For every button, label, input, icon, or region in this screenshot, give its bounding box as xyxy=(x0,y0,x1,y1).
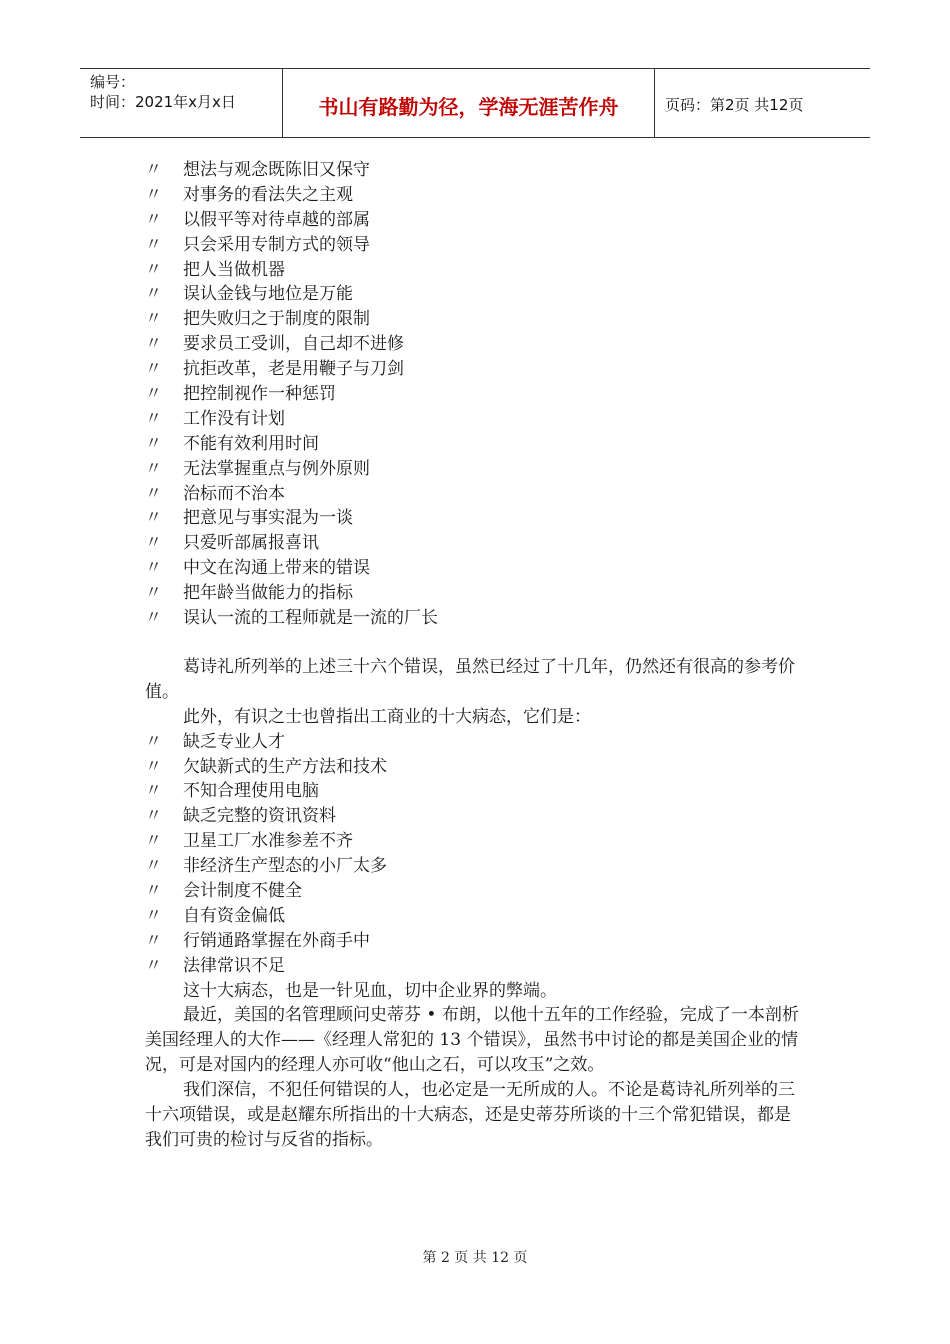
list-item xyxy=(145,730,805,755)
list-item-text: 缺乏完整的资讯资料 xyxy=(183,806,336,827)
list-item xyxy=(145,258,805,283)
list-item xyxy=(145,804,805,829)
page-header xyxy=(80,68,870,138)
list-item-text: 只会采用专制方式的领导 xyxy=(183,234,370,255)
bullet-mark: 〃 xyxy=(145,930,162,951)
list-item xyxy=(145,954,805,979)
paragraph: 最近，美国的名管理顾问史蒂芬 • 布朗，以他十五年的工作经验，完成了一本剖析美国经理人的大作——《经理人常犯的 13 个错误》，虽然书中讨论的都是美国企业的情况，可是对国内的经理人亦可收“他山之石，可以攻玉”之效。 xyxy=(145,1005,799,1076)
bullet-mark: 〃 xyxy=(145,880,162,901)
list-item-text: 卫星工厂水准参差不齐 xyxy=(183,831,353,852)
bullet-mark: 〃 xyxy=(145,533,162,554)
list-item xyxy=(145,879,805,904)
list-item xyxy=(145,457,805,482)
bullet-mark: 〃 xyxy=(145,408,162,429)
list-item-text: 误认一流的工程师就是一流的厂长 xyxy=(183,608,438,629)
list-item xyxy=(145,282,805,307)
list-item-text: 把年龄当做能力的指标 xyxy=(183,583,353,604)
list-item-text: 对事务的看法失之主观 xyxy=(183,184,353,205)
list-item xyxy=(145,407,805,432)
bullet-mark: 〃 xyxy=(145,856,162,877)
list-item xyxy=(145,755,805,780)
list-item-text: 要求员工受训，自己却不进修 xyxy=(183,334,404,355)
paragraph: 此外，有识之士也曾指出工商业的十大病态，它们是： xyxy=(183,706,591,727)
list-item xyxy=(145,581,805,606)
bullet-mark: 〃 xyxy=(145,781,162,802)
list-item-text: 无法掌握重点与例外原则 xyxy=(183,458,370,479)
list-item xyxy=(145,531,805,556)
list-item-text: 把意见与事实混为一谈 xyxy=(183,508,353,529)
bullet-mark: 〃 xyxy=(145,184,162,205)
list-item-text: 把控制视作一种惩罚 xyxy=(183,384,336,405)
list-item xyxy=(145,829,805,854)
paragraph: 我们深信，不犯任何错误的人，也必定是一无所成的人。不论是葛诗礼所列举的三十六项错误，或是赵耀东所指出的十大病态，还是史蒂芬所谈的十三个常犯错误，都是我们可贵的检讨与反省的指标。 xyxy=(145,1080,795,1150)
bullet-mark: 〃 xyxy=(145,209,162,230)
list-item-text: 误认金钱与地位是万能 xyxy=(183,284,353,305)
list-item-text: 想法与观念既陈旧又保守 xyxy=(183,160,370,180)
list-item-text: 不能有效利用时间 xyxy=(183,433,319,454)
list-item xyxy=(145,233,805,258)
list-item xyxy=(145,357,805,382)
document-number-label: 编号： xyxy=(90,73,136,91)
list-item xyxy=(145,432,805,457)
page-code: 页码：第2页 共12页 xyxy=(665,96,804,114)
bullet-mark: 〃 xyxy=(145,831,162,852)
list-item-text: 缺乏专业人才 xyxy=(183,731,285,752)
list-item-text: 只爱听部属报喜讯 xyxy=(183,533,319,554)
bullet-mark: 〃 xyxy=(145,384,162,405)
slogan: 书山有路勤为径，学海无涯苦作舟 xyxy=(318,95,619,119)
list-item-text: 行销通路掌握在外商手中 xyxy=(183,930,370,951)
list-item-text: 治标而不治本 xyxy=(183,483,285,504)
list-item xyxy=(145,307,805,332)
list-item xyxy=(145,929,805,954)
paragraph: 葛诗礼所列举的上述三十六个错误，虽然已经过了十几年，仍然还有很高的参考价值。 xyxy=(145,656,795,702)
list-item xyxy=(145,556,805,581)
bullet-mark: 〃 xyxy=(145,955,162,976)
list-item xyxy=(145,382,805,407)
document-body xyxy=(145,158,805,1153)
list-item xyxy=(145,779,805,804)
list-item-text: 会计制度不健全 xyxy=(183,880,302,901)
list-item-text: 抗拒改革，老是用鞭子与刀剑 xyxy=(183,359,404,380)
header-slogan-cell xyxy=(283,69,655,137)
bullet-mark: 〃 xyxy=(145,558,162,579)
bullet-mark: 〃 xyxy=(145,905,162,926)
bullet-mark: 〃 xyxy=(145,458,162,479)
bullet-mark: 〃 xyxy=(145,359,162,380)
page-footer: 第 2 页 共 12 页 xyxy=(422,1250,528,1266)
list-item-text: 以假平等对待卓越的部属 xyxy=(183,209,370,230)
mistakes-list xyxy=(145,158,805,631)
bullet-mark: 〃 xyxy=(145,284,162,305)
spacer xyxy=(145,631,805,655)
bullet-mark: 〃 xyxy=(145,309,162,330)
list-item xyxy=(145,208,805,233)
list-item-text: 不知合理使用电脑 xyxy=(183,781,319,802)
paragraph: 这十大病态，也是一针见血，切中企业界的弊端。 xyxy=(183,980,557,1001)
list-item-text: 自有资金偏低 xyxy=(183,905,285,926)
list-item xyxy=(145,332,805,357)
bullet-mark: 〃 xyxy=(145,483,162,504)
list-item-text: 工作没有计划 xyxy=(183,408,285,429)
list-item xyxy=(145,606,805,631)
bullet-mark: 〃 xyxy=(145,160,162,180)
bullet-mark: 〃 xyxy=(145,608,162,629)
bullet-mark: 〃 xyxy=(145,234,162,255)
list-item xyxy=(145,854,805,879)
list-item-text: 欠缺新式的生产方法和技术 xyxy=(183,756,387,777)
list-item xyxy=(145,183,805,208)
bullet-mark: 〃 xyxy=(145,259,162,280)
list-item-text: 法律常识不足 xyxy=(183,955,285,976)
header-info-cell xyxy=(80,69,283,137)
list-item xyxy=(145,506,805,531)
list-item xyxy=(145,904,805,929)
list-item xyxy=(145,158,805,183)
bullet-mark: 〃 xyxy=(145,806,162,827)
bullet-mark: 〃 xyxy=(145,433,162,454)
bullet-mark: 〃 xyxy=(145,583,162,604)
ten-maladies-list xyxy=(145,730,805,979)
header-page-cell xyxy=(655,69,870,137)
list-item-text: 把失败归之于制度的限制 xyxy=(183,309,370,330)
list-item-text: 非经济生产型态的小厂太多 xyxy=(183,856,387,877)
list-item xyxy=(145,482,805,507)
bullet-mark: 〃 xyxy=(145,731,162,752)
list-item-text: 中文在沟通上带来的错误 xyxy=(183,558,370,579)
list-item-text: 把人当做机器 xyxy=(183,259,285,280)
bullet-mark: 〃 xyxy=(145,334,162,355)
bullet-mark: 〃 xyxy=(145,508,162,529)
document-time-label: 时间：2021年x月x日 xyxy=(90,93,236,111)
bullet-mark: 〃 xyxy=(145,756,162,777)
